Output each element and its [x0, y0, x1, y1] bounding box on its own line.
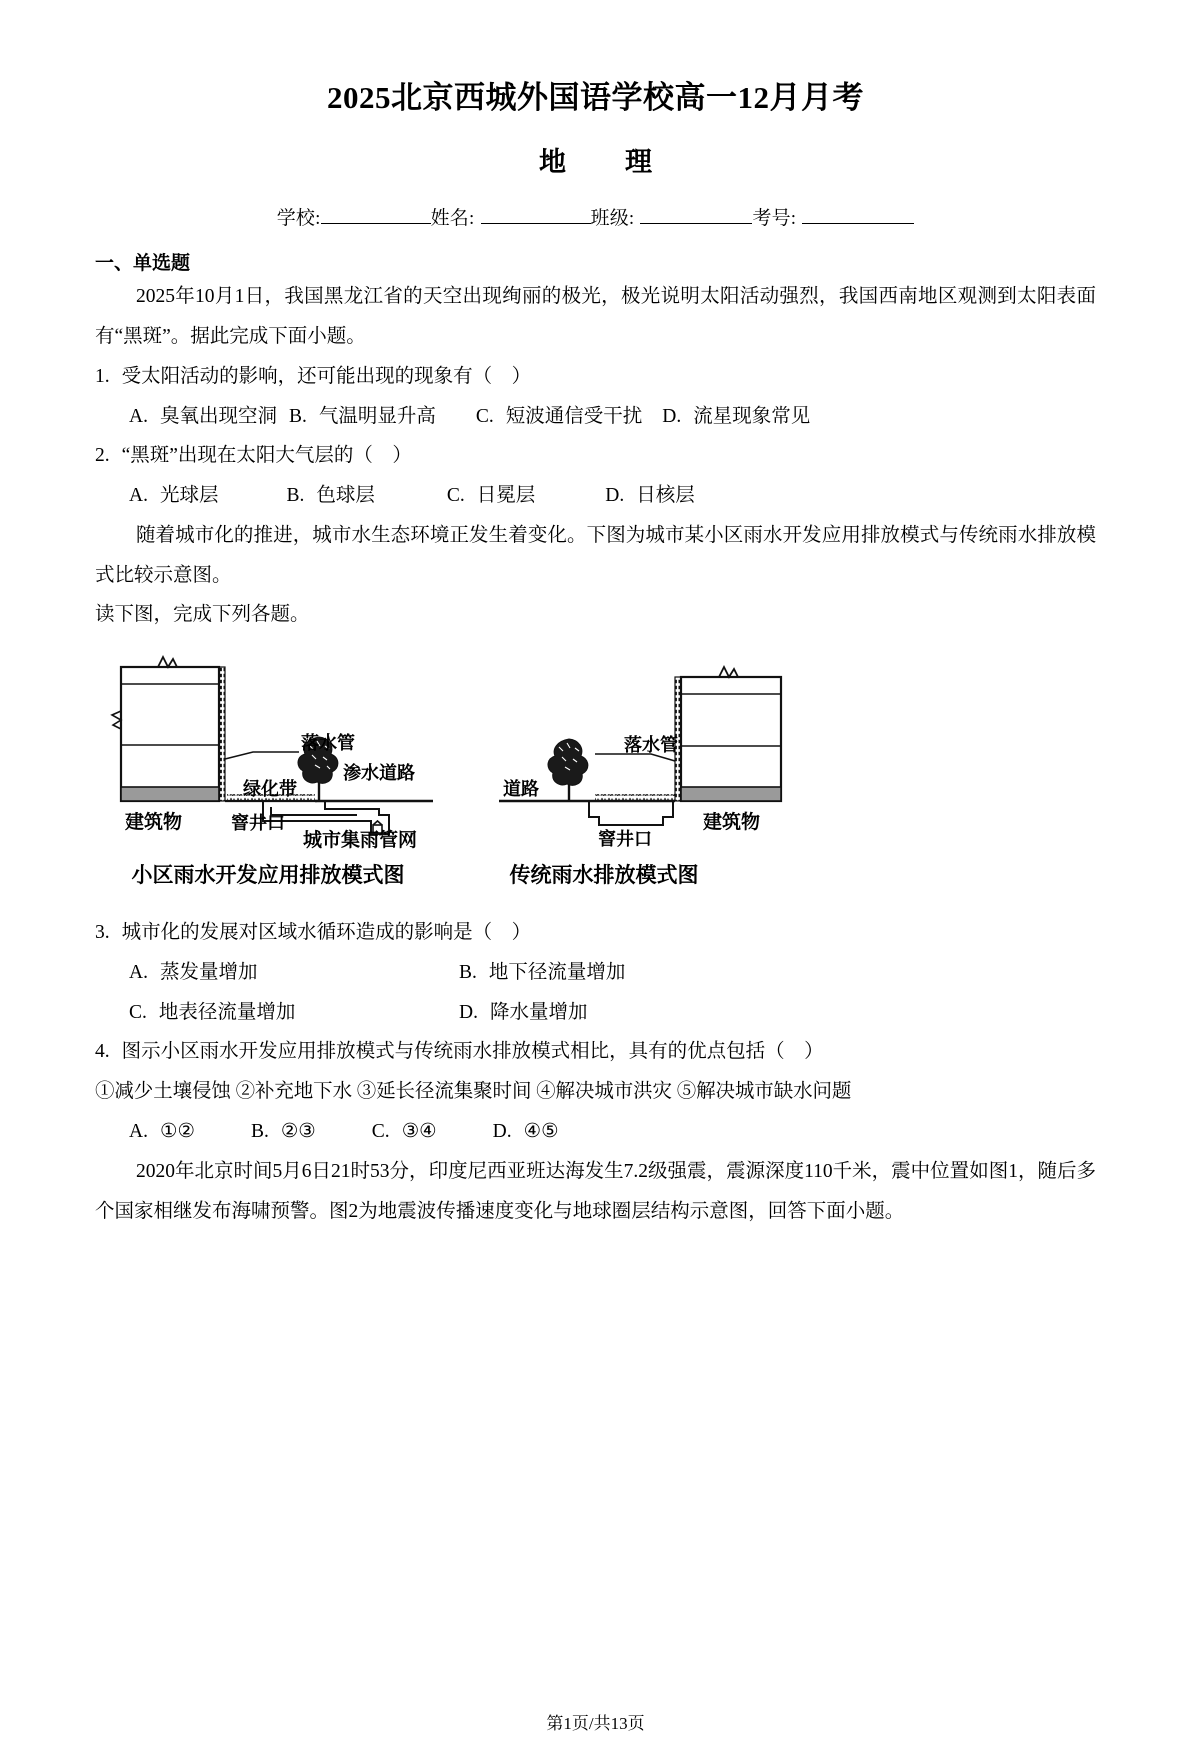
option-4d-text[interactable]: ④⑤ — [523, 1121, 559, 1143]
option-3d-text[interactable]: 降水量增加 — [489, 1001, 588, 1023]
rainwater-discharge-figure — [103, 649, 803, 907]
option-2d-text[interactable]: 日核层 — [636, 485, 695, 507]
page-footer: 第1页/共13页 — [546, 1714, 645, 1733]
option-2c-text[interactable]: 日冕层 — [476, 485, 536, 507]
question-3-options-row-2 — [95, 993, 1096, 1033]
left-building — [112, 657, 219, 801]
question-3-number: 3. — [95, 922, 110, 944]
option-2d-letter: D. — [605, 485, 625, 507]
option-4c-text[interactable]: ③④ — [401, 1121, 437, 1143]
question-4-items: ①减少土壤侵蚀 ②补充地下水 ③延长径流集聚时间 ④解决城市洪灾 ⑤解决城市缺水问题 — [95, 1081, 852, 1103]
option-4b-letter: B. — [250, 1121, 269, 1143]
option-4a-text[interactable]: ①② — [159, 1121, 195, 1143]
option-4c-letter: C. — [371, 1121, 390, 1143]
left-figure-caption: 小区雨水开发应用排放模式图 — [131, 863, 405, 888]
option-1b-text[interactable]: 气温明显升高 — [318, 405, 436, 427]
passage-urban-water: 随着城市化的推进，城市水生态环境正发生着变化。下图为城市某小区雨水开发应用排放模式与传统雨水排放模式比较示意图。 — [95, 524, 1096, 586]
green-belt-label: 绿化带 — [243, 779, 297, 800]
option-3a-letter: A. — [129, 961, 148, 983]
class-input[interactable] — [640, 205, 752, 224]
exam-no-input[interactable] — [802, 205, 914, 224]
right-grass — [595, 794, 675, 801]
question-4-stem — [95, 1032, 1096, 1072]
name-input[interactable] — [481, 205, 591, 224]
right-manhole — [589, 801, 673, 825]
rainwater-figure-svg — [103, 649, 803, 864]
question-4-options — [95, 1112, 1096, 1152]
question-1-number: 1. — [95, 365, 110, 387]
figure-captions — [103, 859, 803, 889]
option-1d-letter: D. — [662, 405, 682, 427]
class-label: 班级: — [590, 208, 635, 230]
left-downpipe-label: 落水管 — [301, 733, 355, 754]
option-3a-text[interactable]: 蒸发量增加 — [159, 961, 258, 983]
option-2a-text[interactable]: 光球层 — [159, 485, 219, 507]
option-3b-letter: B. — [459, 961, 477, 983]
road-label: 道路 — [503, 779, 539, 800]
section-heading-single-choice: 一、单选题 — [95, 253, 191, 275]
school-label: 学校: — [276, 208, 321, 230]
exam-no-label: 考号: — [752, 208, 797, 230]
pipe-network-label: 城市集雨管网 — [303, 830, 418, 852]
question-2-text: “黑斑”出现在太阳大气层的（ ） — [121, 445, 412, 467]
option-1c-letter: C. — [475, 405, 494, 427]
student-info-line — [95, 203, 1096, 230]
question-4-text: 图示小区雨水开发应用排放模式与传统雨水排放模式相比，具有的优点包括（ ） — [121, 1041, 824, 1063]
option-2b-text[interactable]: 色球层 — [316, 485, 375, 507]
question-2-stem — [95, 436, 1096, 476]
option-4b-text[interactable]: ②③ — [280, 1121, 316, 1143]
question-3-text: 城市化的发展对区域水循环造成的影响是（ ） — [121, 922, 532, 944]
school-input[interactable] — [321, 205, 431, 224]
option-3d-letter: D. — [459, 1001, 478, 1023]
option-1d-text[interactable]: 流星现象常见 — [693, 405, 811, 427]
permeable-road-label: 渗水道路 — [343, 763, 415, 784]
passage-solar-activity: 2025年10月1日，我国黑龙江省的天空出现绚丽的极光，极光说明太阳活动强烈，我国西南地区观测到太阳表面有“黑斑”。据此完成下面小题。 — [95, 286, 1096, 348]
option-2c-letter: C. — [446, 485, 465, 507]
page-title: 2025北京西城外国语学校高一12月月考 — [327, 80, 864, 115]
passage-earthquake: 2020年北京时间5月6日21时53分，印度尼西亚班达海发生7.2级强震，震源深度110千米，震中位置如图1，随后多个国家相继发布海啸预警。图2为地震波传播速度变化与地球圈层结构示意图，回答下面小题。 — [95, 1160, 1096, 1222]
option-2b-letter: B. — [286, 485, 305, 507]
right-figure-caption: 传统雨水排放模式图 — [509, 863, 699, 888]
option-3b-text[interactable]: 地下径流量增加 — [488, 961, 626, 983]
right-tree — [548, 739, 588, 801]
question-1-stem — [95, 357, 1096, 397]
exam-page — [0, 78, 1191, 1762]
question-2-number: 2. — [95, 445, 110, 467]
right-downpipe-label: 落水管 — [624, 735, 678, 756]
question-1-text: 受太阳活动的影响，还可能出现的现象有（ ） — [121, 365, 532, 387]
question-3-stem — [95, 913, 1096, 953]
left-downpipe-leader — [225, 752, 299, 759]
name-label: 姓名: — [430, 208, 475, 230]
right-manhole-label: 窨井口 — [598, 829, 652, 850]
right-building-label: 建筑物 — [703, 812, 761, 834]
passage-urban-water-instruction: 读下图，完成下列各题。 — [95, 604, 310, 626]
option-4a-letter: A. — [129, 1121, 148, 1143]
option-1a-text[interactable]: 臭氧出现空洞 — [159, 405, 277, 427]
option-1c-text[interactable]: 短波通信受干扰 — [505, 405, 643, 427]
option-1a-letter: A. — [129, 405, 148, 427]
option-3c-letter: C. — [129, 1001, 147, 1023]
question-3-options-row-1 — [95, 953, 1096, 993]
right-building — [681, 667, 781, 801]
left-downpipe-shape — [219, 667, 225, 801]
question-1-options — [95, 397, 1096, 437]
subject-title: 地 理 — [539, 147, 668, 178]
option-2a-letter: A. — [129, 485, 148, 507]
question-4-number: 4. — [95, 1041, 110, 1063]
left-building-label: 建筑物 — [125, 812, 183, 834]
option-1b-letter: B. — [288, 405, 307, 427]
option-3c-text[interactable]: 地表径流量增加 — [158, 1001, 296, 1023]
question-2-options — [95, 476, 1096, 516]
option-4d-letter: D. — [492, 1121, 512, 1143]
left-manhole-label: 窨井口 — [231, 813, 285, 834]
